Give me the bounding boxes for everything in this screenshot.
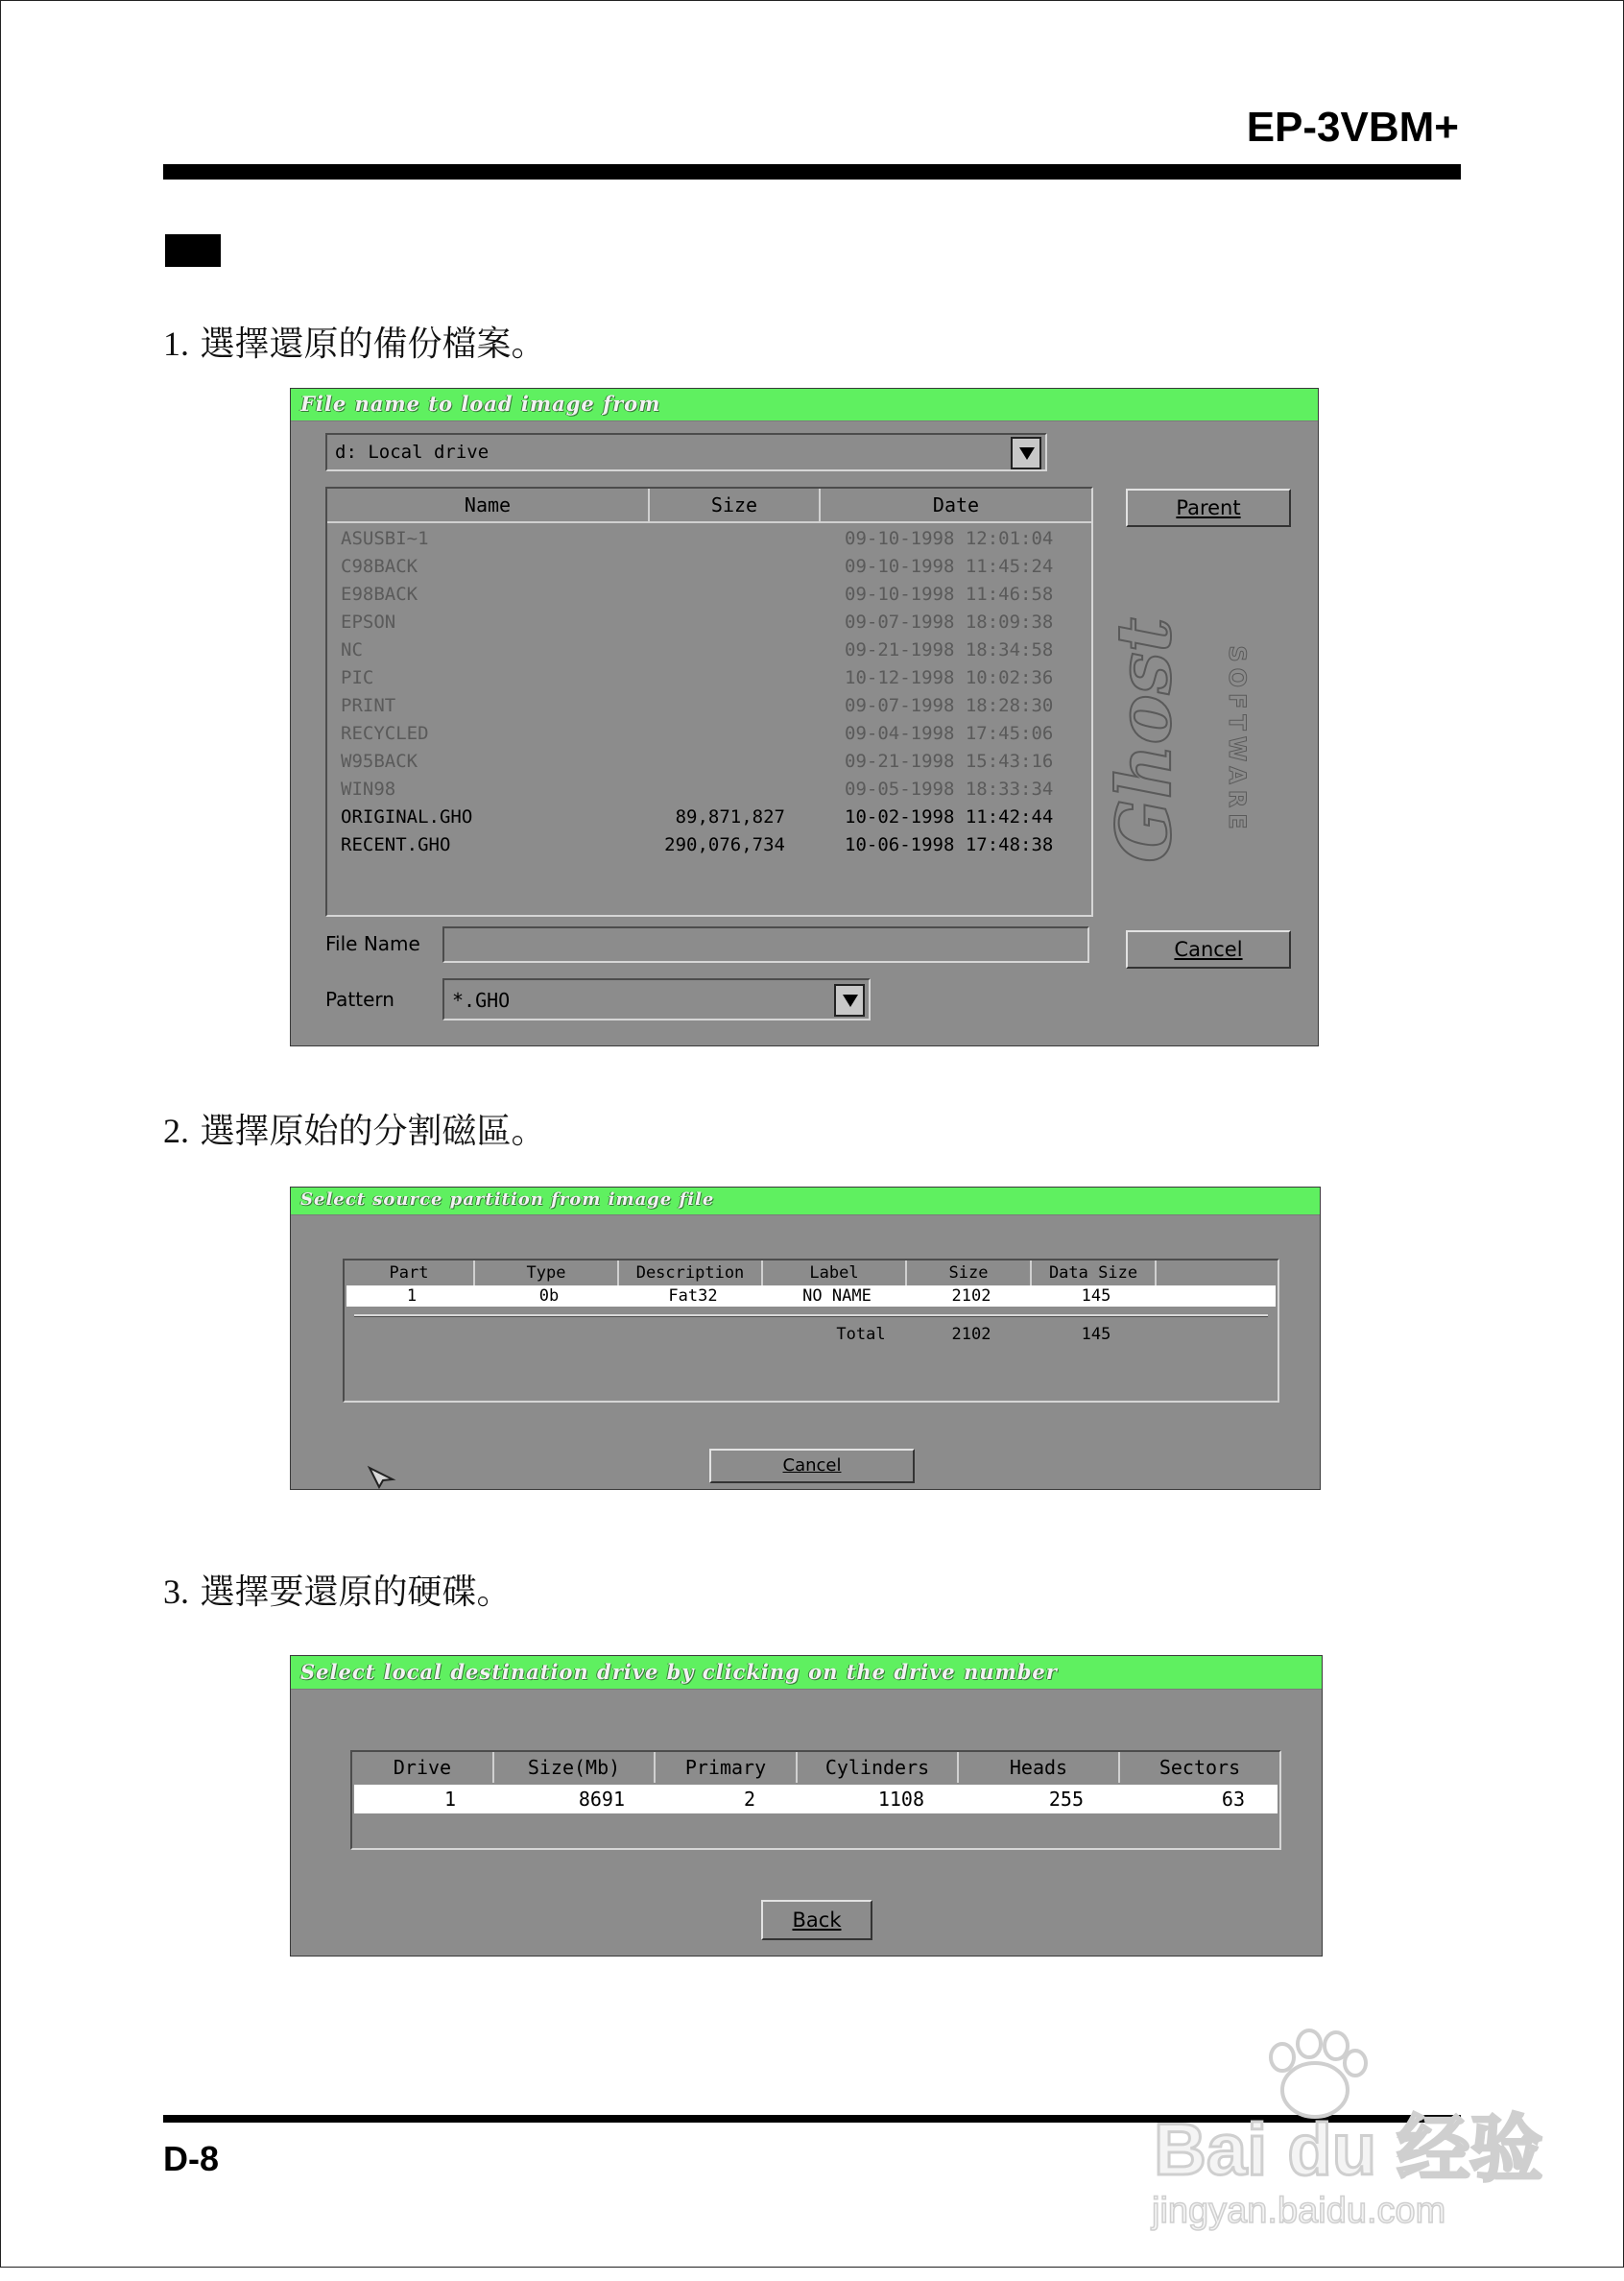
column-header-name[interactable]: Name [327, 489, 650, 521]
ghost-logo-main: Ghost [1101, 617, 1188, 863]
step-3-caption [163, 1565, 511, 1614]
file-row[interactable] [331, 553, 1087, 581]
total-data-size: 145 [1081, 1325, 1111, 1344]
header-rule [163, 164, 1461, 180]
file-row-name: EPSON [341, 612, 396, 633]
parent-button-label: Parent [1176, 496, 1241, 519]
partition-row-label: NO NAME [802, 1286, 872, 1306]
drive-row-size: 8691 [578, 1788, 625, 1811]
file-row-name: W95BACK [341, 751, 418, 772]
column-header-size[interactable]: Size [650, 489, 821, 521]
step-1-number: 1. [163, 324, 189, 363]
file-row[interactable] [331, 664, 1087, 692]
drive-select[interactable] [325, 433, 1047, 471]
step-2-number: 2. [163, 1112, 189, 1150]
ghost-logo-sub: SOFTWARE [1224, 645, 1251, 835]
partition-total-row [346, 1324, 1276, 1345]
pattern-select[interactable] [442, 978, 871, 1020]
column-header-type: Type [475, 1261, 619, 1285]
ghost-logo [1101, 596, 1256, 884]
parent-button[interactable] [1126, 489, 1291, 527]
column-header-heads: Heads [959, 1752, 1120, 1783]
file-row[interactable] [331, 581, 1087, 609]
file-row-size: 290,076,734 [664, 834, 785, 855]
file-row-name: ORIGINAL.GHO [341, 806, 473, 828]
file-row-name: NC [341, 639, 363, 660]
paw-icon [1271, 2030, 1366, 2117]
pattern-dropdown-arrow-icon[interactable] [834, 984, 865, 1017]
baidu-watermark [1142, 2030, 1543, 2232]
drive-row-drive: 1 [443, 1788, 456, 1811]
step-2-text: 選擇原始的分割磁區。 [200, 1112, 546, 1151]
file-row[interactable] [331, 776, 1087, 804]
file-row[interactable] [331, 609, 1087, 636]
step-3-number: 3. [163, 1573, 189, 1611]
file-row-date: 09-04-1998 17:45:06 [845, 723, 1054, 744]
file-name-input[interactable] [442, 926, 1089, 963]
column-header-primary: Primary [656, 1752, 798, 1783]
file-row-date: 09-21-1998 18:34:58 [845, 639, 1054, 660]
back-button[interactable] [761, 1900, 872, 1940]
partition-cancel-label: Cancel [782, 1455, 842, 1476]
header-title: EP-3VBM+ [1246, 104, 1459, 151]
drive-row-primary: 2 [743, 1788, 755, 1811]
section-mark [165, 234, 221, 267]
partition-row-part: 1 [406, 1286, 418, 1306]
partition-row-type: 0b [538, 1286, 560, 1306]
file-row-date: 09-07-1998 18:28:30 [845, 695, 1054, 716]
drive-table [350, 1750, 1281, 1850]
file-row-name: RECENT.GHO [341, 834, 451, 855]
column-header-data-size: Data Size [1032, 1261, 1157, 1285]
drive-select-value: d: Local drive [335, 442, 490, 463]
partition-table [343, 1259, 1279, 1403]
cancel-button-label: Cancel [1174, 938, 1243, 961]
file-row-date: 10-12-1998 10:02:36 [845, 667, 1054, 688]
file-row[interactable] [331, 692, 1087, 720]
file-row-size: 89,871,827 [675, 806, 785, 828]
file-list[interactable] [325, 487, 1093, 917]
source-partition-dialog [290, 1187, 1321, 1490]
drive-row-heads: 255 [1048, 1788, 1084, 1811]
watermark-url: jingyan.baidu.com [1152, 2191, 1446, 2231]
column-header-date[interactable]: Date [932, 493, 980, 516]
drive-table-header [352, 1752, 1279, 1783]
file-row-name: ASUSBI~1 [341, 528, 429, 549]
step-1-text: 選擇還原的備份檔案。 [200, 324, 546, 364]
file-row[interactable] [331, 636, 1087, 664]
file-row-name: PRINT [341, 695, 396, 716]
file-row[interactable] [331, 804, 1087, 831]
file-row-name: E98BACK [341, 584, 418, 605]
file-row-date: 09-07-1998 18:09:38 [845, 612, 1054, 633]
total-size: 2102 [951, 1325, 991, 1344]
column-header-sectors: Sectors [1158, 1756, 1241, 1779]
file-row[interactable] [331, 831, 1087, 859]
step-2-caption [163, 1104, 545, 1153]
file-row-date: 09-10-1998 11:45:24 [845, 556, 1054, 577]
step-3-text: 選擇要還原的硬碟。 [200, 1573, 512, 1612]
partition-row-size: 2102 [951, 1286, 991, 1306]
partition-row-data-size: 145 [1081, 1286, 1111, 1306]
drive-dialog-title: Select local destination drive by clicking on the drive number [300, 1660, 1058, 1684]
load-dialog-titlebar [291, 389, 1318, 421]
column-header-cylinders: Cylinders [798, 1752, 959, 1783]
drive-row-cylinders: 1108 [877, 1788, 924, 1811]
partition-table-header [345, 1261, 1278, 1285]
drive-row-1[interactable] [354, 1785, 1278, 1813]
file-row-name: C98BACK [341, 556, 418, 577]
total-label: Total [836, 1325, 886, 1344]
column-header-label: Label [763, 1261, 907, 1285]
pattern-value: *.GHO [452, 989, 511, 1012]
drive-dialog-titlebar [291, 1656, 1322, 1690]
column-header-part: Part [345, 1261, 475, 1285]
column-header-size: Size [907, 1261, 1032, 1285]
drive-row-sectors: 63 [1221, 1788, 1245, 1811]
file-row[interactable] [331, 748, 1087, 776]
file-row-date: 09-10-1998 11:46:58 [845, 584, 1054, 605]
file-name-label: File Name [325, 932, 420, 955]
column-header-description: Description [619, 1261, 763, 1285]
destination-drive-dialog [290, 1655, 1323, 1957]
partition-dialog-title: Select source partition from image file [300, 1189, 715, 1210]
load-dialog-title: File name to load image from [300, 392, 661, 416]
file-row[interactable] [331, 720, 1087, 748]
column-header-size-mb: Size(Mb) [494, 1752, 656, 1783]
partition-row-description: Fat32 [668, 1286, 718, 1306]
total-divider [354, 1314, 1268, 1317]
file-row-name: WIN98 [341, 779, 396, 800]
file-row-date: 10-06-1998 17:48:38 [845, 834, 1054, 855]
file-row-name: RECYCLED [341, 723, 429, 744]
partition-cancel-button[interactable] [709, 1449, 915, 1483]
watermark-brand: Bai du 经验 [1154, 2109, 1543, 2191]
file-row[interactable] [331, 525, 1087, 553]
pattern-label: Pattern [325, 988, 394, 1011]
file-row-date: 09-21-1998 15:43:16 [845, 751, 1054, 772]
cancel-button[interactable] [1126, 930, 1291, 969]
page-number: D-8 [163, 2139, 220, 2178]
back-button-label: Back [792, 1909, 842, 1932]
file-row-name: PIC [341, 667, 374, 688]
partition-dialog-titlebar [291, 1188, 1320, 1215]
file-row-date: 09-10-1998 12:01:04 [845, 528, 1054, 549]
partition-row[interactable] [346, 1285, 1276, 1307]
column-header-drive: Drive [352, 1752, 494, 1783]
file-list-header [327, 489, 1091, 523]
load-image-dialog [290, 388, 1319, 1046]
drive-dropdown-arrow-icon[interactable] [1011, 437, 1041, 469]
step-1-caption [163, 317, 545, 366]
mouse-pointer-icon [368, 1466, 396, 1489]
file-row-date: 10-02-1998 11:42:44 [845, 806, 1054, 828]
file-row-date: 09-05-1998 18:33:34 [845, 779, 1054, 800]
